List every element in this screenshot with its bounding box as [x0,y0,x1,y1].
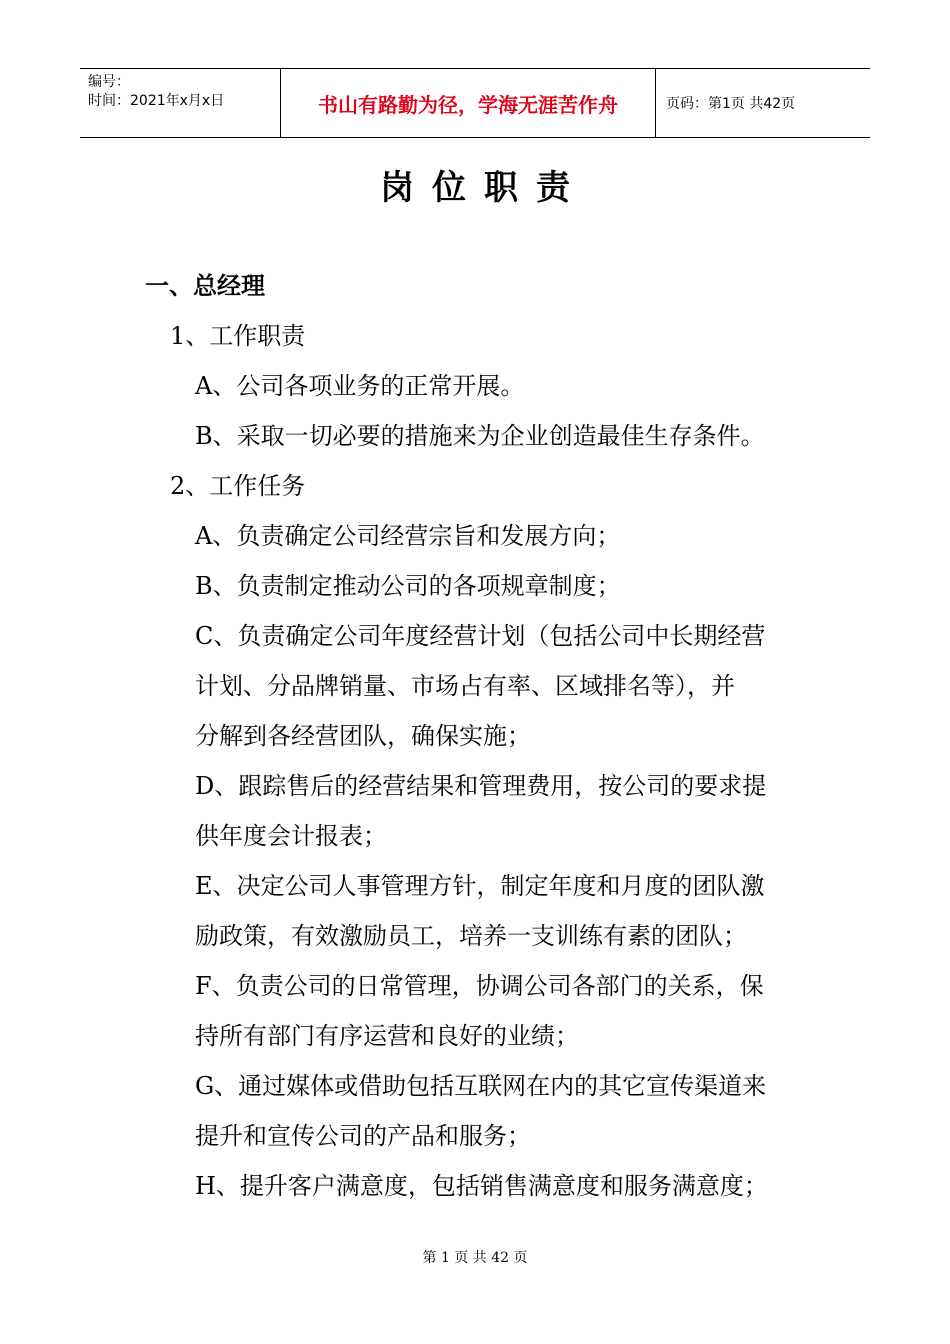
task-item-continuation: 提升和宣传公司的产品和服务； [195,1122,531,1150]
document-number-label: 编号： [88,74,130,90]
header-page-info: 页码：第1页 共42页 [666,96,796,112]
document-title: 岗位职责 [380,168,588,208]
task-item: B、负责制定推动公司的各项规章制度； [195,572,621,600]
header-motto: 书山有路勤为径，学海无涯苦作舟 [280,69,656,137]
subsection-heading: 1、工作职责 [170,322,306,350]
duty-item: B、采取一切必要的措施来为企业创造最佳生存条件。 [195,422,765,450]
task-item: H、提升客户满意度，包括销售满意度和服务满意度； [195,1172,768,1200]
task-item: D、跟踪售后的经营结果和管理费用，按公司的要求提 [195,772,767,800]
task-item: C、负责确定公司年度经营计划（包括公司中长期经营 [195,622,766,650]
task-item: G、通过媒体或借助包括互联网在内的其它宣传渠道来 [195,1072,767,1100]
header-meta [80,69,280,137]
page-footer: 第 1 页 共 42 页 [422,1250,528,1266]
task-item-continuation: 励政策，有效激励员工，培养一支训练有素的团队； [195,922,747,950]
task-item-continuation: 供年度会计报表； [195,822,387,850]
section-heading: 一、总经理 [145,272,265,300]
duty-item: A、公司各项业务的正常开展。 [195,372,525,400]
task-item: F、负责公司的日常管理，协调公司各部门的关系，保 [195,972,764,1000]
task-item-continuation: 分解到各经营团队，确保实施； [195,722,531,750]
task-item-continuation: 计划、分品牌销量、市场占有率、区域排名等），并 [195,672,735,700]
task-item-continuation: 持所有部门有序运营和良好的业绩； [195,1022,579,1050]
task-item: A、负责确定公司经营宗旨和发展方向； [195,522,621,550]
task-item: E、决定公司人事管理方针，制定年度和月度的团队激 [195,872,765,900]
document-time-label: 时间：2021年x月x日 [88,93,225,109]
page-header [80,68,870,138]
subsection-heading: 2、工作任务 [170,472,306,500]
